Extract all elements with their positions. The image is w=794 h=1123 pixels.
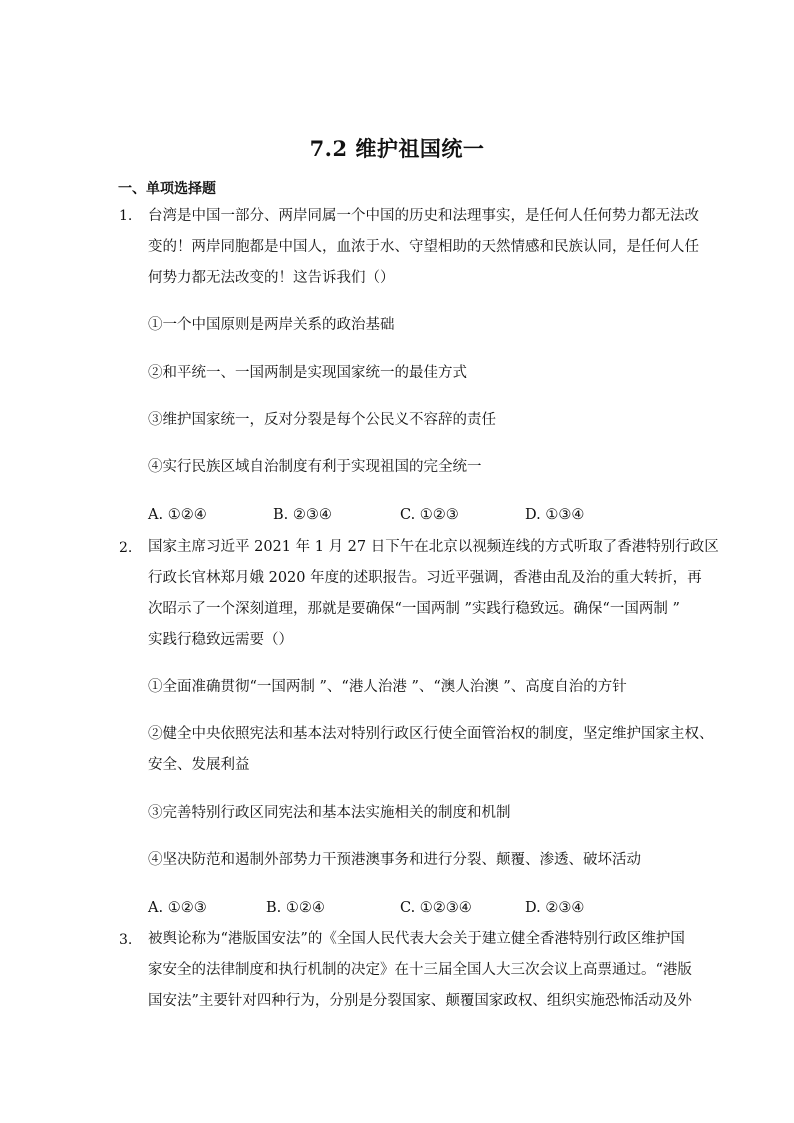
question-text-line: 行政长官林郑月娥 2020 年度的述职报告。习近平强调，香港由乱及治的重大转折，再 — [148, 570, 702, 586]
question-text-line: 变的！两岸同胞都是中国人，血浓于水、守望相助的天然情感和民族认同，是任何人任 — [148, 239, 699, 255]
question-text-line: 台湾是中国一部分、两岸同属一个中国的历史和法理事实，是任何人任何势力都无法改 — [148, 208, 699, 224]
answer-option-a[interactable]: A. ①②④ — [148, 507, 207, 523]
question-text-line: 被舆论称为“港版国安法”的《全国人民代表大会关于建立健全香港特别行政区维护国 — [148, 931, 685, 947]
question-text-line: 国家主席习近平 2021 年 1 月 27 日下午在北京以视频连线的方式听取了香港特别行政区 — [148, 539, 719, 555]
answer-option-a[interactable]: A. ①②③ — [148, 900, 207, 916]
question-text-line: 家安全的法律制度和执行机制的决定》在十三届全国人大三次会议上高票通过。“港版 — [148, 962, 692, 978]
statement: ①全面准确贯彻“一国两制 ”、“港人治港 ”、“澳人治澳 ”、高度自治的方针 — [148, 679, 627, 695]
answer-option-c[interactable]: C. ①②③ — [400, 507, 459, 523]
document-title: 7.2 维护祖国统一 — [309, 136, 485, 161]
statement: ③完善特别行政区同宪法和基本法实施相关的制度和机制 — [148, 805, 511, 821]
statement: ②健全中央依照宪法和基本法对特别行政区行使全面管治权的制度，坚定维护国家主权、 — [148, 726, 714, 742]
statement: ③维护国家统一，反对分裂是每个公民义不容辞的责任 — [148, 412, 496, 428]
question-text-line: 何势力都无法改变的！这告诉我们（） — [148, 270, 395, 286]
question-number: 2. — [119, 540, 133, 556]
statement: ④实行民族区域自治制度有利于实现祖国的完全统一 — [148, 459, 482, 475]
question-text-line: 次昭示了一个深刻道理，那就是要确保“一国两制 ”实践行稳致远。确保“一国两制 ” — [148, 601, 680, 617]
question-text-line: 国安法”主要针对四种行为，分别是分裂国家、颠覆国家政权、组织实施恐怖活动及外 — [148, 993, 692, 1009]
question-text-line: 实践行稳致远需要（） — [148, 632, 293, 648]
answer-option-d[interactable]: D. ①③④ — [525, 507, 585, 523]
answer-option-b[interactable]: B. ①②④ — [266, 900, 325, 916]
statement: ④坚决防范和遏制外部势力干预港澳事务和进行分裂、颠覆、渗透、破坏活动 — [148, 852, 641, 868]
statement: ①一个中国原则是两岸关系的政治基础 — [148, 317, 395, 333]
answer-option-b[interactable]: B. ②③④ — [273, 507, 332, 523]
statement-continuation: 安全、发展利益 — [148, 757, 250, 773]
question-number: 3. — [119, 932, 133, 948]
section-heading: 一、单项选择题 — [118, 181, 216, 197]
question-number: 1. — [119, 208, 133, 224]
statement: ②和平统一、一国两制是实现国家统一的最佳方式 — [148, 365, 467, 381]
answer-option-d[interactable]: D. ②③④ — [525, 900, 585, 916]
answer-option-c[interactable]: C. ①②③④ — [400, 900, 472, 916]
